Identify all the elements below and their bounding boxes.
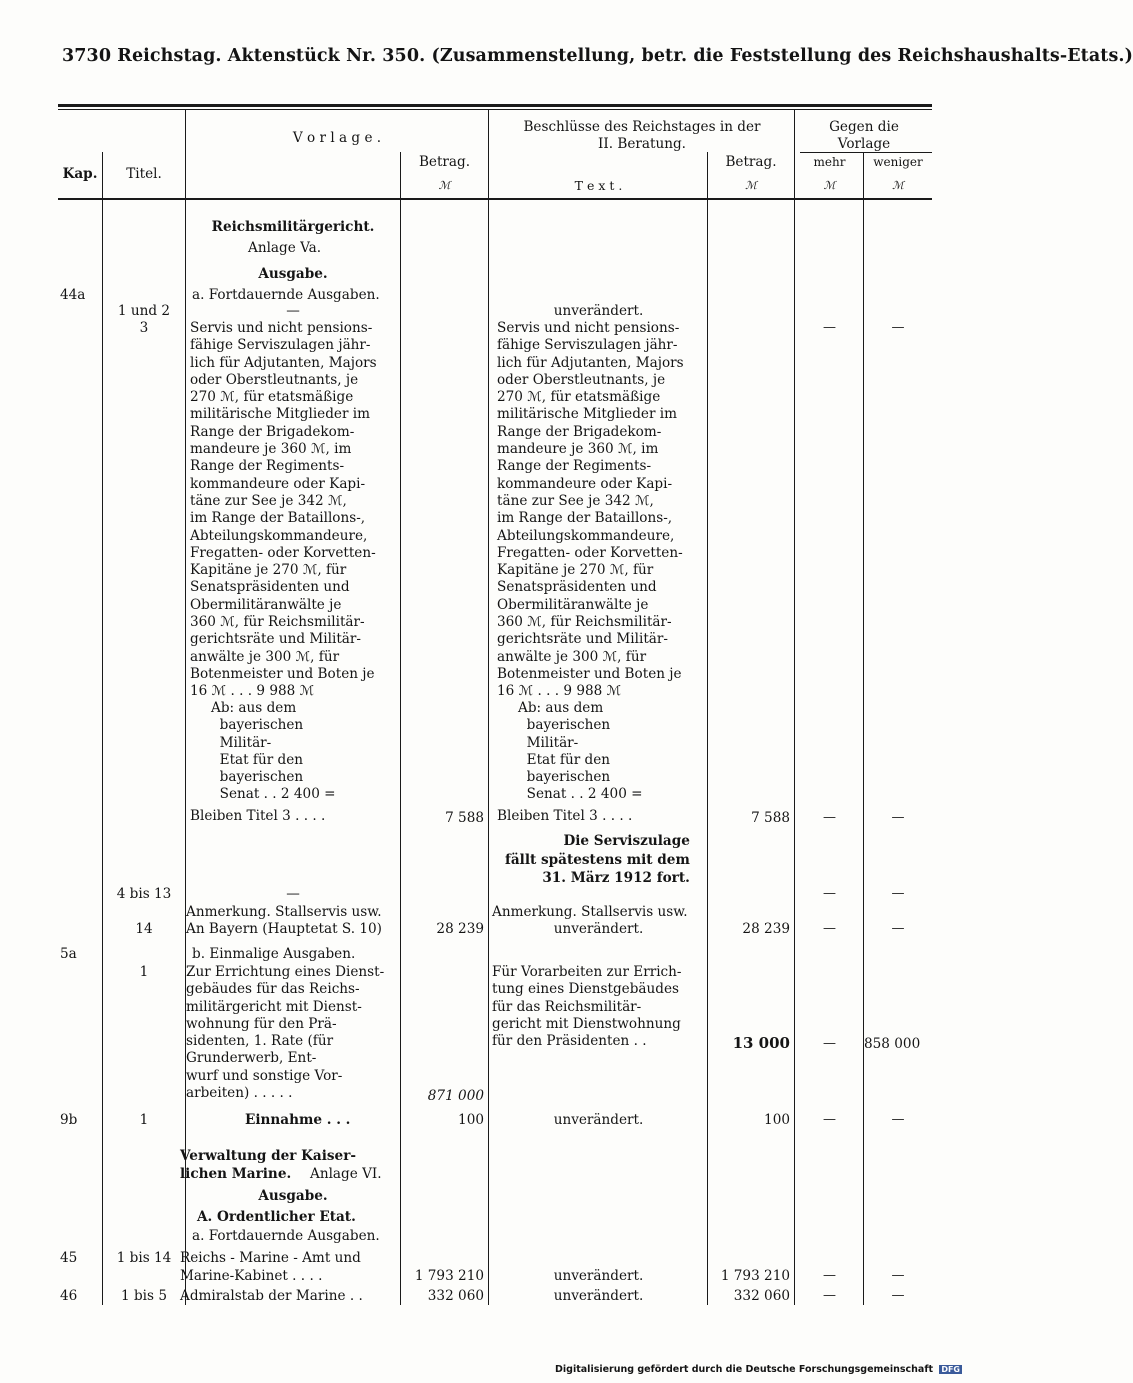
titel-1-bis-5: 1 bis 5 xyxy=(121,1288,167,1304)
section-anlage-vi: Anlage VI. xyxy=(310,1166,382,1182)
weniger-dash: — xyxy=(891,1288,905,1303)
digitization-footer xyxy=(555,1364,962,1375)
mehr-dash: — xyxy=(823,886,836,901)
col-header-mark-2: ℳ xyxy=(745,179,757,192)
section-reichsmilitaergericht: Reichsmilitärgericht. xyxy=(211,219,375,235)
kap-5a: 5a xyxy=(60,946,77,962)
titel-1-und-2: 1 und 2 xyxy=(117,303,171,319)
beschluss-betrag-13000: 13 000 xyxy=(732,1034,790,1052)
vorlage-reichs-marine-amt: Reichs - Marine - Amt und xyxy=(180,1250,361,1266)
col-header-mehr: mehr xyxy=(813,155,846,169)
titel-14: 14 xyxy=(135,921,153,937)
beschluss-anmerkung: Anmerkung. Stallservis usw. xyxy=(492,904,688,920)
weniger-dash: — xyxy=(891,810,905,825)
beschluss-betrag-332060: 332 060 xyxy=(733,1288,790,1304)
mehr-dash: — xyxy=(823,921,836,936)
beschluss-servis-text: Servis und nicht pensions- fähige Serviszulagen jähr- lich für Adjutanten, Majors oder Oberstleutnants, je 270 ℳ, für etatsmäßige militärische Mitglieder im Range der Brigadekom- mandeure je 360 ℳ, im Range der Regiments- kommandeure oder Kapi- täne zur See je 342 ℳ, im Range der Bataillons-, Abteilungskommandeure, Fregatten- oder Korvetten- Kapitäne je 270 ℳ, für Senatspräsidenten und Obermilitäranwälte je 360 ℳ, für Reichsmilitär- gerichtsräte und Militär- anwälte je 300 ℳ, für Botenmeister und Boten je 16 ℳ . . . 9 988 ℳ xyxy=(497,320,684,700)
beschluss-unveraendert-3: unverändert. xyxy=(553,1112,644,1128)
vorlage-errichtung: Zur Errichtung eines Dienst- gebäudes für das Reichs- militärgericht mit Dienst- wohnung für den Prä- sidenten, 1. Rate (für Grunderwerb, Ent- wurf und sonstige Vor- arbeiten) . . . . . xyxy=(186,964,385,1102)
mehr-dash: — xyxy=(823,1036,836,1051)
mehr-dash: — xyxy=(823,1112,836,1127)
page-header: 3730 Reichstag. Aktenstück Nr. 350. (Zusammenstellung, betr. die Feststellung des Reichshaushalts-Etats.) xyxy=(62,46,1133,66)
vorlage-dash-1: — xyxy=(286,303,300,319)
col-header-mark-weniger: ℳ xyxy=(892,179,904,192)
vorlage-betrag-28239: 28 239 xyxy=(436,921,484,937)
section-ausgabe-2: Ausgabe. xyxy=(258,1188,328,1204)
section-ordentlicher-etat: A. Ordentlicher Etat. xyxy=(197,1209,356,1225)
beschluss-unveraendert-1: unverändert. xyxy=(553,303,644,319)
col-header-text: T e x t . xyxy=(574,178,623,193)
col-header-gegen: Gegen die xyxy=(829,119,899,135)
col-rule-vorlage xyxy=(488,110,489,1305)
weniger-858000: 858 000 xyxy=(864,1036,921,1052)
titel-1-einmalig: 1 xyxy=(139,964,149,980)
col-header-mark-mehr: ℳ xyxy=(823,179,836,192)
vorlage-betrag-332060: 332 060 xyxy=(427,1288,484,1304)
beschluss-vorarbeiten: Für Vorarbeiten zur Errich- tung eines Dienstgebäudes für das Reichsmilitär- gericht mit Dienstwohnung für den Präsidenten . . xyxy=(492,964,682,1050)
beschluss-unveraendert-5: unverändert. xyxy=(553,1288,644,1304)
mehr-dash: — xyxy=(823,320,836,335)
weniger-dash: — xyxy=(891,320,905,335)
vorlage-an-bayern: An Bayern (Hauptetat S. 10) xyxy=(186,921,382,937)
vorlage-betrag-1793210: 1 793 210 xyxy=(414,1268,484,1284)
titel-1-bis-14: 1 bis 14 xyxy=(116,1250,172,1266)
mehr-dash: — xyxy=(823,810,836,825)
col-rule-vorlage-text xyxy=(400,152,401,1305)
weniger-dash: — xyxy=(891,1268,905,1283)
vorlage-dash-2: — xyxy=(286,886,300,902)
vorlage-marine-kabinet: Marine-Kabinet . . . . xyxy=(180,1268,323,1284)
beschluss-unveraendert-4: unverändert. xyxy=(553,1268,644,1284)
col-header-weniger: weniger xyxy=(873,155,923,169)
beschluss-ab-text: Ab: aus dem bayerischen Militär- Etat für den bayerischen Senat . . 2 400 = xyxy=(518,700,643,803)
section-einnahme: Einnahme . . . xyxy=(245,1112,351,1128)
col-rule-titel xyxy=(185,110,186,200)
beschluss-betrag-100: 100 xyxy=(764,1112,790,1128)
kap-44a: 44a xyxy=(60,287,86,303)
kap-45: 45 xyxy=(60,1250,78,1266)
vorlage-anmerkung: Anmerkung. Stallservis usw. xyxy=(186,904,382,920)
section-fortdauernde-2: a. Fortdauernde Ausgaben. xyxy=(192,1228,380,1244)
kap-9b: 9b xyxy=(60,1112,78,1128)
table-top-rule xyxy=(58,104,932,107)
table-top-rule-thin xyxy=(58,109,932,110)
col-rule-beschluss xyxy=(794,110,795,1305)
titel-3: 3 xyxy=(139,320,149,336)
beschluss-servis-zulage: Die Serviszulage fällt spätestens mit dem 31. März 1912 fort. xyxy=(505,833,690,886)
section-einmalige: b. Einmalige Ausgaben. xyxy=(192,946,356,962)
col-header-mark: ℳ xyxy=(438,179,451,192)
col-rule-beschluss-text xyxy=(707,152,708,1305)
col-header-kap: Kap. xyxy=(62,166,98,182)
section-fortdauernde-1: a. Fortdauernde Ausgaben. xyxy=(192,287,380,303)
weniger-dash: — xyxy=(891,886,905,901)
vorlage-ab-text: Ab: aus dem bayerischen Militär- Etat für den bayerischen Senat . . 2 400 = xyxy=(211,700,336,803)
titel-4-bis-13: 4 bis 13 xyxy=(116,886,172,902)
beschluss-unveraendert-2: unverändert. xyxy=(553,921,644,937)
titel-1-einnahme: 1 xyxy=(139,1112,149,1128)
vorlage-betrag-7588: 7 588 xyxy=(445,810,484,826)
header-bottom-rule xyxy=(58,198,932,200)
beschluss-betrag-1793210: 1 793 210 xyxy=(720,1268,790,1284)
col-header-betrag: Betrag. xyxy=(418,154,471,170)
mehr-dash: — xyxy=(823,1268,836,1283)
section-ausgabe-1: Ausgabe. xyxy=(258,266,328,282)
vorlage-servis-text: Servis und nicht pensions- fähige Serviszulagen jähr- lich für Adjutanten, Majors oder Oberstleutnants, je 270 ℳ, für etatsmäßige militärische Mitglieder im Range der Brigadekom- mandeure je 360 ℳ, im Range der Regiments- kommandeure oder Kapi- täne zur See je 342 ℳ, im Range der Bataillons-, Abteilungskommandeure, Fregatten- oder Korvetten- Kapitäne je 270 ℳ, für Senatspräsidenten und Obermilitäranwälte je 360 ℳ, für Reichsmilitär- gerichtsräte und Militär- anwälte je 300 ℳ, für Botenmeister und Boten je 16 ℳ . . . 9 988 ℳ xyxy=(190,320,377,700)
col-header-beratung: II. Beratung. xyxy=(597,136,686,152)
section-anlage-va: Anlage Va. xyxy=(248,240,322,256)
vorlage-admiralstab: Admiralstab der Marine . . xyxy=(180,1288,363,1304)
dfg-logo: DFG xyxy=(941,1365,960,1374)
vorlage-betrag-100: 100 xyxy=(458,1112,484,1128)
vorlage-betrag-871000: 871 000 xyxy=(427,1088,484,1104)
kap-46: 46 xyxy=(60,1288,78,1304)
mehr-dash: — xyxy=(823,1288,836,1303)
weniger-dash: — xyxy=(891,1112,905,1127)
beschluss-betrag-28239: 28 239 xyxy=(742,921,790,937)
beschluss-betrag-7588: 7 588 xyxy=(751,810,790,826)
vorlage-bleiben: Bleiben Titel 3 . . . . xyxy=(190,808,326,824)
section-verwaltung-2: lichen Marine. xyxy=(180,1166,292,1182)
col-header-betrag-2: Betrag. xyxy=(725,154,777,170)
section-verwaltung: Verwaltung der Kaiser- xyxy=(180,1148,357,1164)
col-header-gegen-vorlage: Vorlage xyxy=(837,136,891,152)
col-rule-titel-body xyxy=(185,200,186,1305)
beschluss-bleiben: Bleiben Titel 3 . . . . xyxy=(497,808,633,824)
col-header-vorlage: V o r l a g e . xyxy=(292,130,382,146)
col-header-titel: Titel. xyxy=(126,166,162,182)
footer-text: Digitalisierung gefördert durch die Deutsche Forschungsgemeinschaft xyxy=(555,1364,934,1375)
weniger-dash: — xyxy=(891,921,905,936)
col-header-beschluesse: Beschlüsse des Reichstages in der xyxy=(523,119,761,135)
